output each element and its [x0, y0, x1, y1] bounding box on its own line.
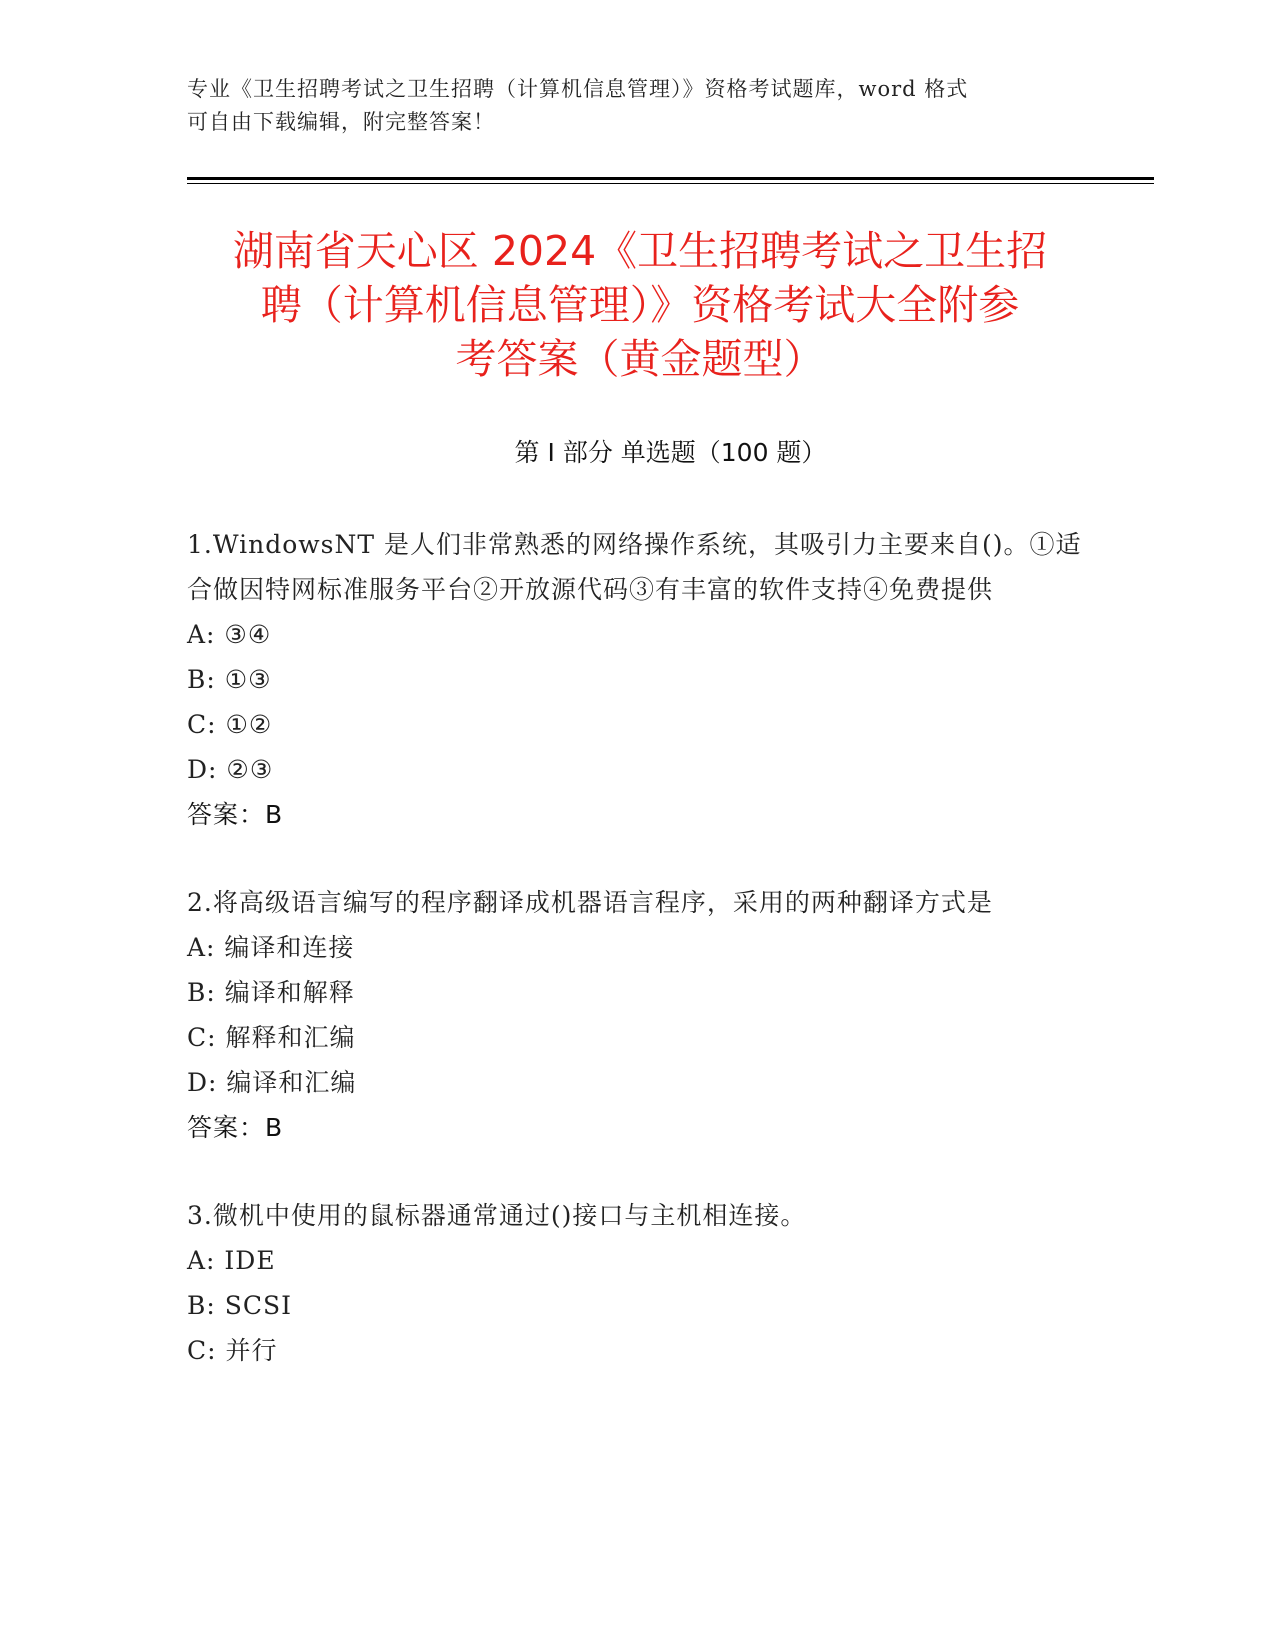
title-line-2: 聘（计算机信息管理）》资格考试大全附参 — [260, 281, 1020, 329]
question-option: A: IDE — [187, 1246, 276, 1275]
header-line-1: 专业《卫生招聘考试之卫生招聘（计算机信息管理）》资格考试题库，word 格式 — [187, 77, 969, 101]
question-option: D: ②③ — [187, 755, 274, 784]
question-stem: 1.WindowsNT 是人们非常熟悉的网络操作系统，其吸引力主要来自()。①适合做因特网标准服务平台②开放源代码③有丰富的软件支持④免费提供 — [187, 530, 1082, 604]
question-option: C: 解释和汇编 — [187, 1023, 356, 1052]
title-line-3: 考答案（黄金题型） — [455, 335, 825, 383]
question-list — [187, 522, 1087, 1373]
header-divider-thick — [187, 177, 1154, 180]
question-answer: 答案：B — [187, 1113, 284, 1142]
question-option: A: 编译和连接 — [187, 933, 355, 962]
question-option: D: 编译和汇编 — [187, 1068, 357, 1097]
header-divider-thin — [187, 183, 1154, 184]
question-option: C: ①② — [187, 710, 273, 739]
section-title: 第 I 部分 单选题（100 题） — [514, 438, 827, 467]
question-item — [187, 880, 1087, 1150]
question-item — [187, 522, 1087, 837]
question-option: B: ①③ — [187, 665, 272, 694]
question-option: C: 并行 — [187, 1336, 278, 1365]
question-stem: 3.微机中使用的鼠标器通常通过()接口与主机相连接。 — [187, 1201, 807, 1230]
question-item — [187, 1193, 1087, 1373]
question-option: B: SCSI — [187, 1291, 292, 1320]
document-header — [187, 73, 1067, 139]
question-option: A: ③④ — [187, 620, 272, 649]
header-line-2: 可自由下载编辑，附完整答案！ — [187, 110, 495, 134]
question-stem: 2.将高级语言编写的程序翻译成机器语言程序，采用的两种翻译方式是 — [187, 888, 993, 917]
question-option: B: 编译和解释 — [187, 978, 355, 1007]
title-line-1: 湖南省天心区 2024《卫生招聘考试之卫生招 — [232, 227, 1048, 275]
document-title — [190, 224, 1090, 386]
question-answer: 答案：B — [187, 800, 284, 829]
